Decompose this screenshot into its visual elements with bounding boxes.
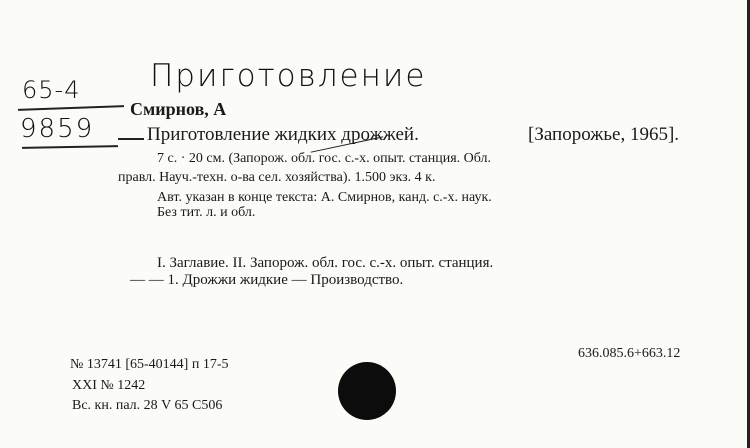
note-author: Авт. указан в конце текста: А. Смирнов, канд. с.-х. наук. xyxy=(157,190,492,205)
note-title-page: Без тит. л. и обл. xyxy=(157,205,256,220)
tracing-line-2: — — 1. Дрожжи жидкие — Производство. xyxy=(130,272,404,288)
series-number: XXI № 1242 xyxy=(72,378,146,393)
collation-continuation: правл. Науч.-техн. о-ва сел. хозяйства). 1.500 экз. 4 к. xyxy=(118,170,436,185)
author: Смирнов, А xyxy=(130,99,227,119)
code-underline-bottom xyxy=(22,145,118,149)
handwritten-code-top: 65-4 xyxy=(22,76,81,104)
classification-code: 636.085.6+663.12 xyxy=(578,346,681,361)
title-line: Приготовление жидких дрожжей. xyxy=(147,124,419,145)
registration-number: № 13741 [65-40144] п 17-5 xyxy=(70,357,229,372)
code-underline-top xyxy=(18,105,124,111)
handwritten-code-bottom: 9859 xyxy=(20,114,95,144)
punch-hole xyxy=(338,362,396,420)
tracing-line-1: I. Заглавие. II. Запорож. обл. гос. с.-х. опыт. станция. xyxy=(157,255,494,271)
chamber-info: Вс. кн. пал. 28 V 65 С506 xyxy=(72,398,223,413)
code-dash xyxy=(118,138,144,140)
collation-line: 7 с. · 20 см. (Запорож. обл. гос. с.-х. опыт. станция. Обл. xyxy=(157,151,492,166)
handwritten-title: Приготовление xyxy=(150,58,427,94)
place-year: [Запорожье, 1965]. xyxy=(528,124,680,145)
